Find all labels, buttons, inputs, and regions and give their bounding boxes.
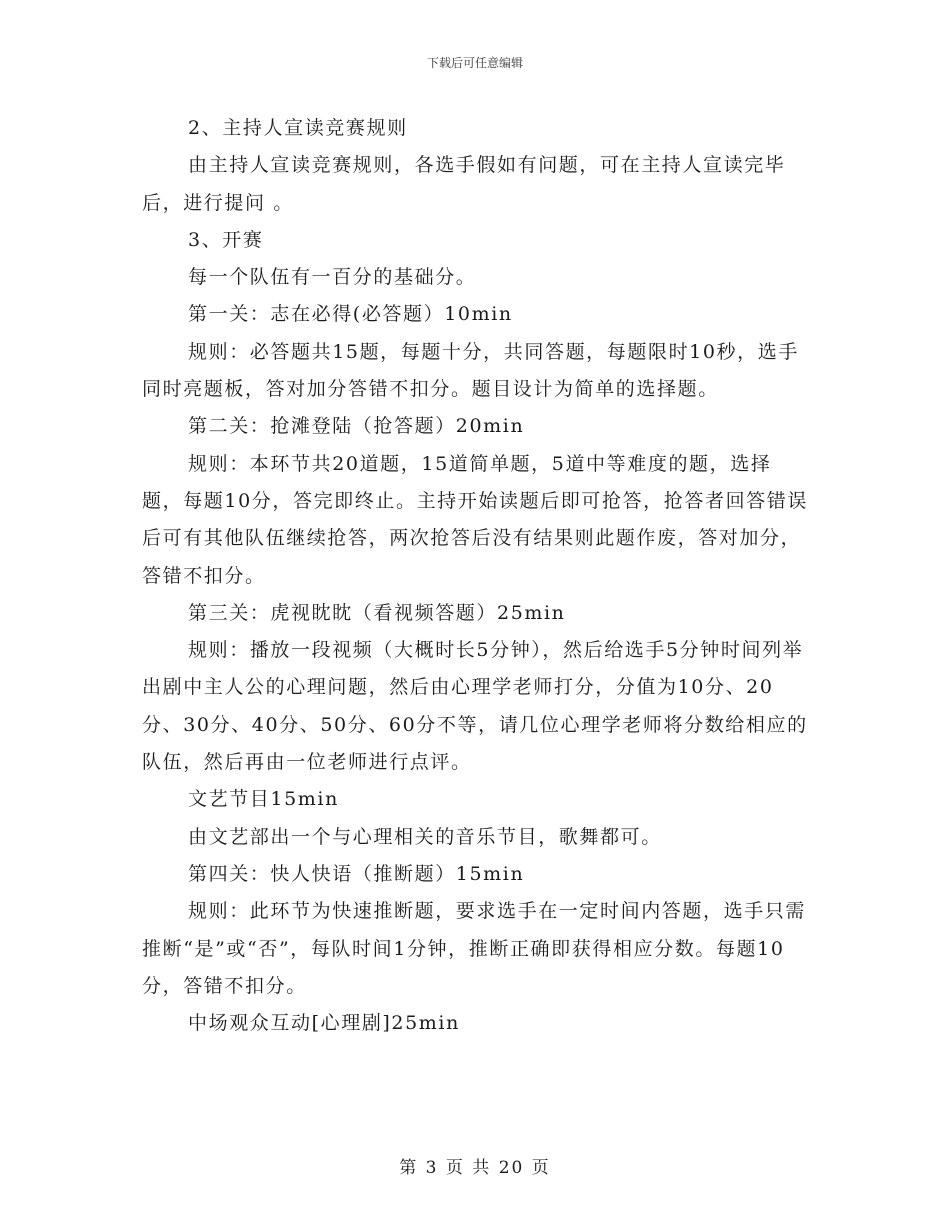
paragraph-round-1-title: 第一关：志在必得(必答题）10min [188,303,513,326]
paragraph-base-score: 每一个队伍有一百分的基础分。 [188,266,477,289]
paragraph-round-4-rules: 规则：此环节为快速推断题，要求选手在一定时间内答题，选手只需推断“是”或“否”，每队时间1分钟，推断正确即获得相应分数。每题10分，答错不扣分。 [142,900,807,997]
paragraph-round-2-title: 第二关：抢滩登陆（抢答题）20min [188,415,525,438]
page-footer: 第 3 页 共 20 页 [399,1158,551,1178]
paragraph-start-heading: 3、开赛 [188,228,264,251]
paragraph-rules-heading: 2、主持人宣读竞赛规则 [188,117,408,139]
paragraph-rules-reading: 由主持人宣读竞赛规则，各选手假如有问题，可在主持人宣读完毕后，进行提问 。 [142,154,786,214]
paragraph-round-4-title: 第四关：快人快语（推断题）15min [188,862,525,885]
paragraph-round-2-rules: 规则：本环节共20道题，15道简单题，5道中等难度的题，选择题，每题10分，答完即终止。主持开始读题后即可抢答，抢答者回答错误后可有其他队伍继续抢答，两次抢答后没有结果则此题作废，答对加分，答错不扣分。 [142,452,808,587]
header-note: 下载后可任意编辑 [426,56,523,70]
paragraph-performance-title: 文艺节目15min [188,788,339,811]
paragraph-round-1-rules: 规则：必答题共15题，每题十分，共同答题，每题限时10秒，选手同时亮题板，答对加分答错不扣分。题目设计为简单的选择题。 [142,340,799,401]
paragraph-audience-interaction: 中场观众互动[心理剧]25min [188,1012,460,1035]
paragraph-round-3-rules: 规则：播放一段视频（大概时长5分钟），然后给选手5分钟时间列举出剧中主人公的心理问题，然后由心理学老师打分，分值为10分、20分、30分、40分、50分、60分不等，请几位心理学老师将分数给相应的队伍，然后再由一位老师进行点评。 [142,639,808,774]
document-body [142,110,810,1042]
paragraph-performance-desc: 由文艺部出一个与心理相关的音乐节目，歌舞都可。 [188,825,662,848]
paragraph-round-3-title: 第三关：虎视眈眈（看视频答题）25min [188,601,566,624]
